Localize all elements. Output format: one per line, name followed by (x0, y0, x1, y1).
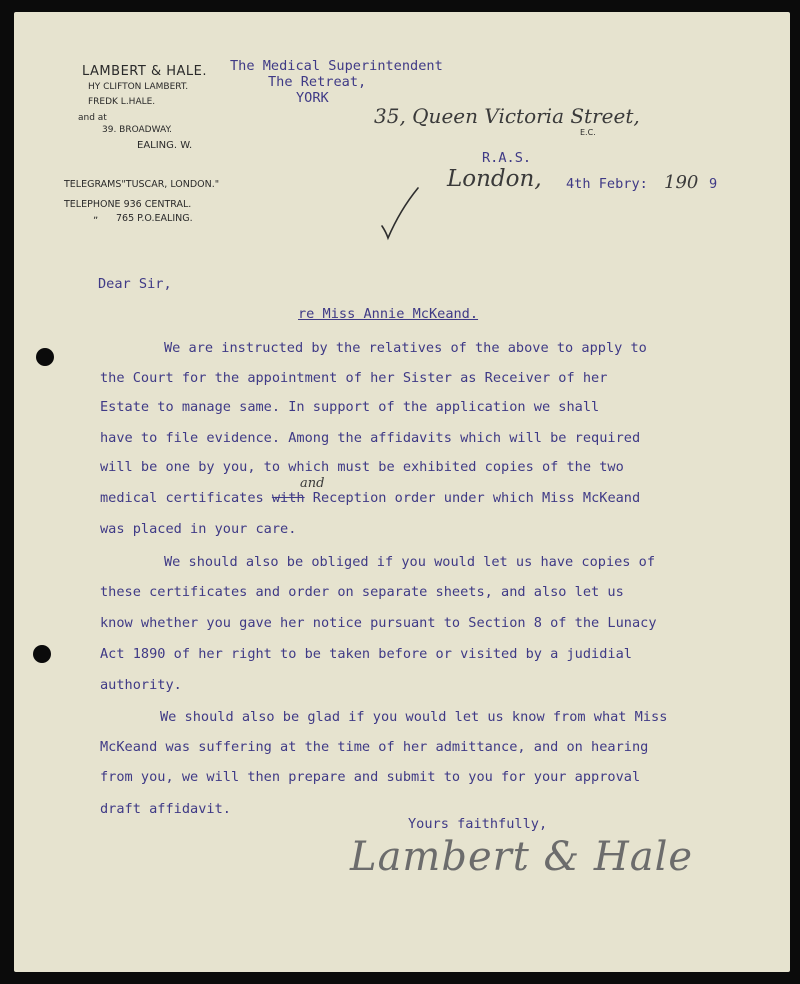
para2-line-1: We should also be obliged if you would let us have copies of (164, 554, 656, 570)
salutation: Dear Sir, (98, 276, 172, 292)
year-prefix: 190 (664, 172, 699, 193)
body-line-6 (100, 490, 640, 506)
punch-hole-top (36, 348, 54, 366)
and-at: and at (78, 113, 107, 123)
postal-district: E.C. (580, 128, 596, 137)
firm-name: LAMBERT & HALE. (82, 64, 207, 79)
subject-line: re Miss Annie McKeand. (298, 306, 479, 322)
para2-line-2: these certificates and order on separate sheets, and also let us (100, 584, 624, 600)
telegrams: TELEGRAMS"TUSCAR, LONDON." (64, 179, 220, 190)
struck-word: with (271, 490, 305, 506)
punch-hole-bottom (33, 645, 51, 663)
para2-line-5: authority. (100, 677, 182, 693)
address-line-1: 39. BROADWAY. (102, 125, 173, 135)
signature: Lambert & Hale (350, 834, 694, 880)
body-line-3: Estate to manage same. In support of the application we shall (100, 399, 600, 415)
para3-line-3: from you, we will then prepare and submit to you for your approval (100, 769, 641, 785)
telephone-2: 765 P.O.EALING. (116, 213, 193, 224)
closing: Yours faithfully, (408, 816, 548, 832)
partner-2: FREDK L.HALE. (88, 97, 156, 107)
recipient-line-1: The Medical Superintendent (230, 58, 443, 74)
para2-line-3: know whether you gave her notice pursuant to Section 8 of the Lunacy (100, 615, 657, 631)
recipient-line-3: YORK (296, 90, 329, 106)
city: London, (447, 166, 542, 192)
partner-1: HY CLIFTON LAMBERT. (88, 82, 189, 92)
telephone-2-prefix: „ (93, 210, 99, 221)
para3-line-4: draft affidavit. (100, 801, 231, 817)
date-typed: 4th Febry: (566, 176, 648, 192)
telephone-1: TELEPHONE 936 CENTRAL. (64, 199, 192, 210)
para2-line-4: Act 1890 of her right to be taken before or visited by a judidial (100, 646, 632, 662)
reference-initials: R.A.S. (482, 150, 532, 166)
para3-line-2: McKeand was suffering at the time of her admittance, and on hearing (100, 739, 649, 755)
body-line-5: will be one by you, to which must be exhibited copies of the two (100, 459, 624, 475)
body-line-7: was placed in your care. (100, 521, 297, 537)
body-line-2: the Court for the appointment of her Sister as Receiver of her (100, 370, 608, 386)
recipient-line-2: The Retreat, (268, 74, 367, 90)
street-address: 35, Queen Victoria Street, (374, 104, 640, 128)
para3-line-1: We should also be glad if you would let us know from what Miss (160, 709, 668, 725)
body-line-6-end: Reception order under which Miss McKeand (304, 490, 641, 506)
body-line-1: We are instructed by the relatives of the above to apply to (164, 340, 647, 356)
inserted-word: and (300, 476, 325, 491)
body-line-6-start: medical certificates (100, 490, 272, 506)
address-line-2: EALING. W. (137, 140, 193, 151)
check-mark-icon (378, 184, 422, 244)
body-line-4: have to file evidence. Among the affidavits which will be required (100, 430, 641, 446)
year-suffix: 9 (709, 176, 718, 192)
